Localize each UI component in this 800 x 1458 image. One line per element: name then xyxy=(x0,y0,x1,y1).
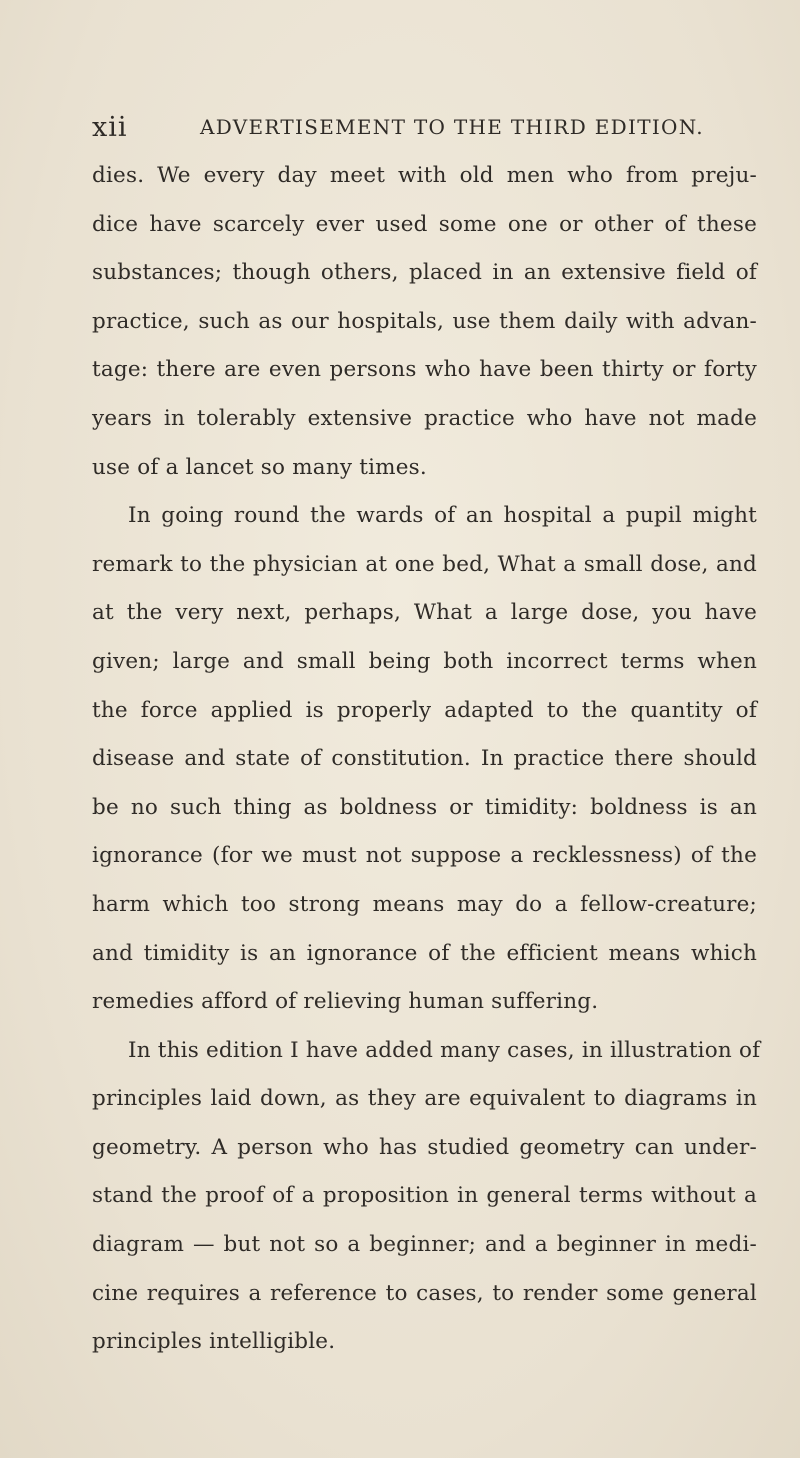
text-line: principles laid down, as they are equivalent to diagrams in xyxy=(92,1086,757,1112)
text-line: In this edition I have added many cases, in illustration of xyxy=(128,1037,761,1063)
text-line: geometry. A person who has studied geometry can under- xyxy=(92,1134,757,1160)
text-line: tage: there are even persons who have been thirty or forty xyxy=(92,357,757,383)
text-line: disease and state of constitution. In practice there should xyxy=(92,746,757,772)
text-line: cine requires a reference to cases, to render some general xyxy=(92,1280,757,1306)
text-line: principles intelligible. xyxy=(92,1329,336,1355)
text-line: In going round the wards of an hospital a pupil might xyxy=(128,503,757,529)
text-line: and timidity is an ignorance of the efficient means which xyxy=(92,940,757,966)
text-line: at the very next, perhaps, What a large dose, you have xyxy=(92,600,757,626)
page-number: xii xyxy=(92,112,128,143)
text-line: remedies afford of relieving human suffering. xyxy=(92,989,599,1015)
text-line: remark to the physician at one bed, What a small dose, and xyxy=(92,551,757,577)
text-line: practice, such as our hospitals, use them daily with advan- xyxy=(92,308,757,334)
text-line: substances; though others, placed in an extensive field of xyxy=(92,260,757,286)
text-line: the force applied is properly adapted to the quantity of xyxy=(92,697,757,723)
text-line: diagram — but not so a beginner; and a beginner in medi- xyxy=(92,1232,757,1258)
text-line: harm which too strong means may do a fellow-creature; xyxy=(92,891,757,917)
text-line: dies. We every day meet with old men who from preju- xyxy=(92,163,757,188)
body-text xyxy=(92,152,761,1367)
running-head-title: ADVERTISEMENT TO THE THIRD EDITION. xyxy=(200,115,704,139)
running-head xyxy=(92,112,752,152)
text-line: given; large and small being both incorrect terms when xyxy=(92,648,757,674)
text-line: ignorance (for we must not suppose a recklessness) of the xyxy=(92,843,757,869)
text-line: use of a lancet so many times. xyxy=(92,454,427,480)
text-line: stand the proof of a proposition in general terms without a xyxy=(92,1183,757,1209)
text-line: years in tolerably extensive practice who have not made xyxy=(92,405,757,431)
text-line: dice have scarcely ever used some one or other of these xyxy=(92,211,757,237)
text-line: be no such thing as boldness or timidity: boldness is an xyxy=(92,794,757,820)
